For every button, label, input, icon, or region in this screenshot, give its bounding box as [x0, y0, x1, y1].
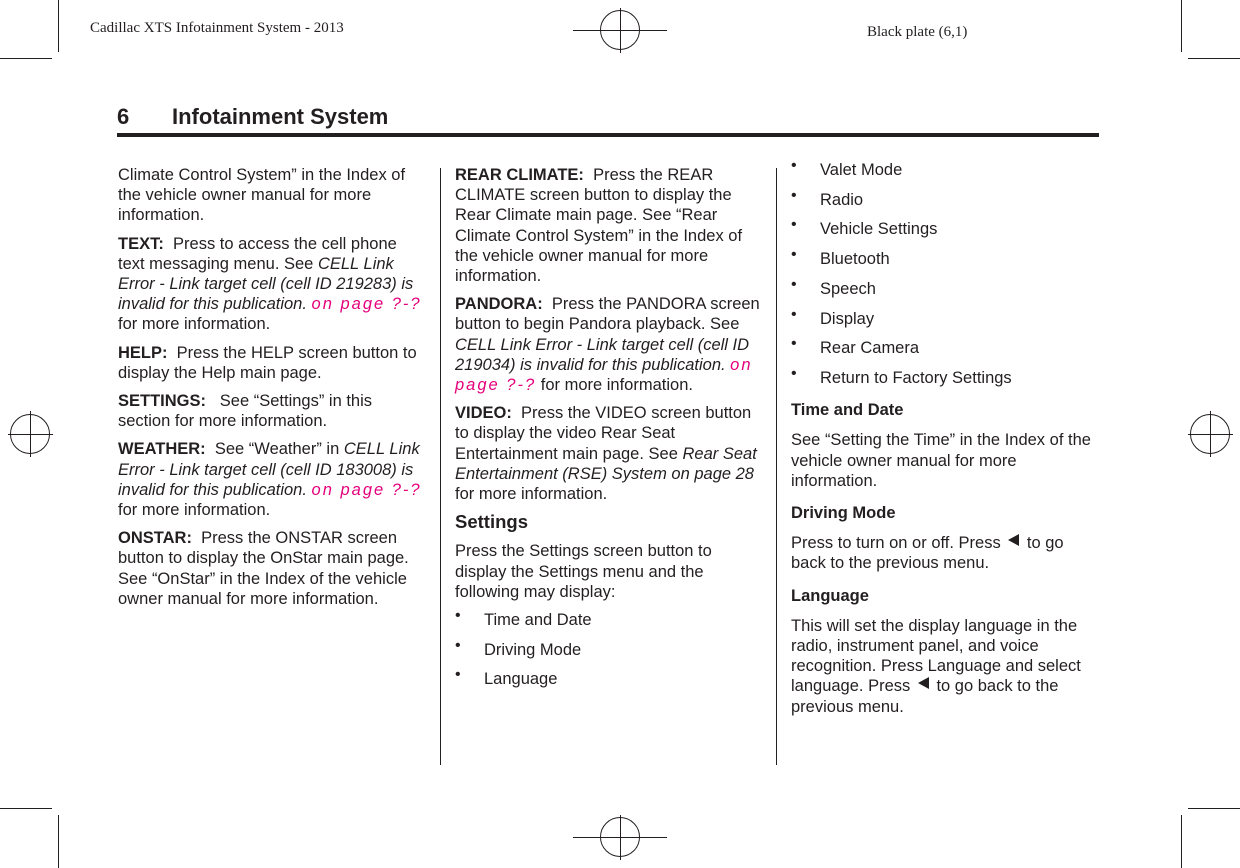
- settings-list: [455, 607, 765, 690]
- text-tail: for more information.: [118, 315, 271, 334]
- section-title: Infotainment System: [172, 104, 389, 129]
- column-divider: [776, 168, 777, 765]
- settings-intro: Press the Settings screen button to display the Settings menu and the following may display:: [455, 542, 712, 601]
- list-item: • Rear Camera: [791, 335, 920, 358]
- weather-link[interactable]: CELL Link Error - Link target cell (cell ID 183008) is invalid for this publication.: [118, 440, 420, 499]
- help-label: HELP:: [118, 343, 168, 362]
- settings-heading: Settings: [455, 511, 528, 533]
- list-item: • Driving Mode: [455, 636, 582, 659]
- language-paragraph: This will set the display language in the radio, instrument panel, and voice recognition. Press Language and select language. Press to go back to the previous menu.: [791, 616, 1081, 716]
- weather-label: WEATHER:: [118, 440, 206, 459]
- weather-page-ref[interactable]: on page ?-?: [311, 480, 422, 499]
- bullet-icon: •: [791, 157, 797, 174]
- bullet-icon: •: [791, 335, 797, 353]
- onstar-label: ONSTAR:: [118, 529, 192, 548]
- bullet-icon: •: [791, 305, 797, 323]
- column-3: [791, 157, 1099, 725]
- text-body: Press to access the cell phone text messaging menu. See: [118, 234, 397, 273]
- intro-paragraph: Climate Control System” in the Index of the vehicle owner manual for more information.: [118, 166, 406, 225]
- bullet-icon: •: [455, 666, 461, 684]
- back-arrow-icon: [1008, 534, 1019, 546]
- settings-label: SETTINGS:: [118, 392, 207, 411]
- list-item: • Vehicle Settings: [791, 216, 938, 239]
- text-paragraph: [118, 234, 423, 335]
- list-item: • Display: [791, 305, 875, 328]
- list-item: • Language: [455, 666, 558, 689]
- video-link[interactable]: Rear Seat Entertainment (RSE) System on page 28: [455, 444, 757, 483]
- onstar-body: Press the ONSTAR screen button to display the OnStar main page. See “OnStar” in the Index of the vehicle owner manual for more information.: [118, 529, 409, 608]
- page-title: [117, 104, 388, 130]
- pandora-body: Press the PANDORA screen button to begin Pandora playback. See: [455, 295, 760, 334]
- onstar-paragraph: [118, 528, 423, 609]
- bullet-icon: •: [455, 607, 461, 625]
- text-link[interactable]: CELL Link Error - Link target cell (cell ID 219283) is invalid for this publication.: [118, 254, 414, 314]
- help-body: Press the HELP screen button to display the Help main page.: [118, 343, 417, 382]
- weather-paragraph: [118, 439, 423, 520]
- list-item: • Bluetooth: [791, 246, 890, 269]
- pandora-tail: for more information.: [540, 376, 693, 395]
- pandora-link[interactable]: CELL Link Error - Link target cell (cell ID 219034) is invalid for this publication.: [455, 335, 750, 374]
- list-item: • Valet Mode: [791, 157, 903, 179]
- bullet-icon: •: [791, 216, 797, 234]
- driving-mode-paragraph: Press to turn on or off. Press to go back to the previous menu.: [791, 534, 1064, 573]
- driving-mode-heading: Driving Mode: [791, 503, 896, 522]
- pandora-label: PANDORA:: [455, 295, 543, 314]
- video-paragraph: [455, 403, 765, 504]
- text-label: TEXT:: [118, 234, 164, 253]
- document-title: Cadillac XTS Infotainment System - 2013: [90, 20, 344, 36]
- time-date-heading: Time and Date: [791, 401, 904, 420]
- column-1: [118, 165, 423, 617]
- bullet-icon: •: [455, 636, 461, 654]
- plate-label: Black plate (6,1): [867, 24, 968, 40]
- settings-body: See “Settings” in this section for more information.: [118, 392, 373, 431]
- list-item: • Return to Factory Settings: [791, 364, 1012, 387]
- pandora-page-ref[interactable]: on page ?-?: [455, 355, 753, 395]
- help-paragraph: [118, 343, 423, 383]
- pandora-paragraph: [455, 294, 765, 395]
- rear-climate-paragraph: [455, 165, 765, 286]
- bullet-icon: •: [791, 246, 797, 264]
- column-divider: [440, 168, 441, 765]
- video-body: Press the VIDEO screen button to display the video Rear Seat Entertainment main page. See: [455, 404, 752, 463]
- weather-body: See “Weather” in: [214, 440, 340, 459]
- language-heading: Language: [791, 586, 869, 605]
- back-arrow-icon: [918, 677, 929, 689]
- rear-climate-body: Press the REAR CLIMATE screen button to display the Rear Climate main page. See “Rear Climate Control System” in the Index of the vehicle owner manual for more information.: [455, 166, 743, 286]
- text-page-ref[interactable]: on page ?-?: [311, 295, 422, 314]
- bullet-icon: •: [791, 275, 797, 293]
- column-2: [455, 165, 765, 699]
- video-label: VIDEO:: [455, 404, 512, 423]
- title-rule: [117, 133, 1099, 137]
- bullet-icon: •: [791, 364, 797, 382]
- video-tail: for more information.: [455, 485, 608, 504]
- list-item: • Speech: [791, 275, 876, 298]
- settings-list-continued: [791, 157, 1099, 388]
- list-item: • Time and Date: [455, 607, 592, 630]
- page-number: 6: [117, 104, 130, 129]
- bullet-icon: •: [791, 186, 797, 204]
- weather-tail: for more information.: [118, 501, 271, 520]
- time-date-body: See “Setting the Time” in the Index of the vehicle owner manual for more information.: [791, 431, 1091, 490]
- list-item: • Radio: [791, 186, 864, 209]
- settings-paragraph: [118, 391, 423, 431]
- rear-climate-label: REAR CLIMATE:: [455, 166, 584, 184]
